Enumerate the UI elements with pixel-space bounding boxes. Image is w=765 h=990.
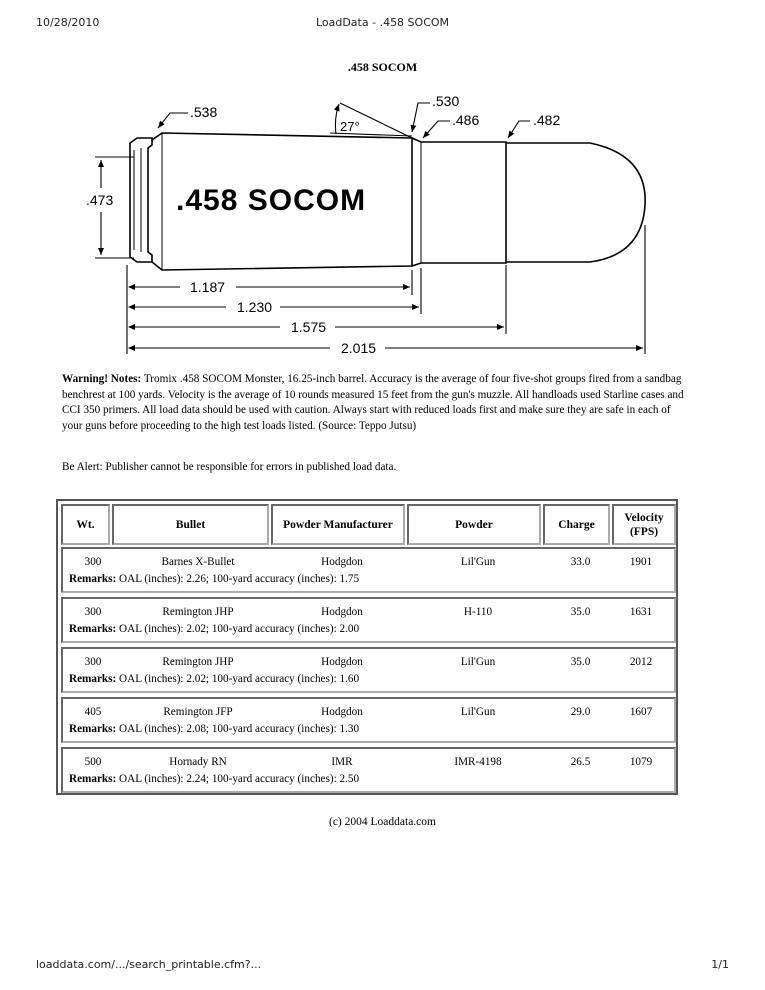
cell-velocity: 1079 bbox=[629, 756, 653, 768]
row-remarks bbox=[69, 673, 359, 685]
row-remarks bbox=[69, 623, 359, 635]
remarks-label: Remarks: bbox=[69, 773, 117, 785]
load-data-table bbox=[56, 499, 678, 795]
cell-powder: Lil'Gun bbox=[460, 656, 496, 668]
cell-velocity: 1901 bbox=[629, 556, 653, 568]
remarks-text: OAL (inches): 2.02; 100-yard accuracy (inches): 2.00 bbox=[119, 623, 360, 635]
warning-text: Tromix .458 SOCOM Monster, 16.25-inch barrel. Accuracy is the average of four five-shot groups fired from a sandbag benchrest at 100 yards. Velocity is the average of 10 rounds measured 15 feet from the gun's muzzle. All handloads used Starline cases and CCI 350 primers. All load data should be used with caution. Always start with reduced loads first and make sure they are safe in each of your guns before proceeding to the high test loads listed. (Source: Teppo Jutsu) bbox=[62, 373, 684, 432]
remarks-text: OAL (inches): 2.02; 100-yard accuracy (inches): 1.60 bbox=[119, 673, 360, 685]
copyright: (c) 2004 Loaddata.com bbox=[329, 816, 436, 828]
angle-label: 27° bbox=[340, 119, 360, 134]
cell-velocity: 2012 bbox=[629, 656, 653, 668]
cell-charge: 35.0 bbox=[570, 656, 591, 668]
table-row bbox=[61, 647, 676, 693]
remarks-text: OAL (inches): 2.24; 100-yard accuracy (inches): 2.50 bbox=[119, 773, 360, 785]
warning-notes bbox=[62, 372, 684, 434]
cell-powder: Lil'Gun bbox=[460, 556, 496, 568]
cell-powder: H-110 bbox=[463, 606, 493, 618]
row-remarks bbox=[69, 723, 359, 735]
header-wt: Wt. bbox=[61, 504, 110, 545]
cell-wt: 300 bbox=[84, 606, 102, 618]
dim-shoulder: .530 bbox=[432, 93, 460, 109]
dim-length-4: 2.015 bbox=[341, 340, 377, 356]
cell-bullet: Remington JHP bbox=[162, 656, 234, 668]
footer-url: loaddata.com/.../search_printable.cfm?... bbox=[36, 958, 262, 971]
cell-bullet: Hornady RN bbox=[169, 756, 227, 768]
header-velocity-line1: Velocity bbox=[624, 511, 664, 524]
remarks-text: OAL (inches): 2.26; 100-yard accuracy (inches): 1.75 bbox=[119, 573, 360, 585]
cell-manufacturer: Hodgdon bbox=[321, 706, 363, 718]
header-velocity-line2: (FPS) bbox=[629, 525, 659, 538]
cell-bullet: Remington JFP bbox=[163, 706, 233, 718]
print-title: LoadData - .458 SOCOM bbox=[315, 16, 450, 29]
remarks-label: Remarks: bbox=[69, 673, 117, 685]
header-bullet: Bullet bbox=[112, 504, 269, 545]
header-powder: Powder bbox=[407, 504, 541, 545]
cell-bullet: Remington JHP bbox=[162, 606, 234, 618]
cell-wt: 300 bbox=[84, 656, 102, 668]
warning-label: Warning! Notes: bbox=[62, 373, 142, 385]
cell-charge: 29.0 bbox=[570, 706, 591, 718]
remarks-label: Remarks: bbox=[69, 573, 117, 585]
cell-wt: 405 bbox=[84, 706, 102, 718]
cell-manufacturer: Hodgdon bbox=[321, 606, 363, 618]
cell-manufacturer: IMR bbox=[331, 756, 353, 768]
cell-powder: Lil'Gun bbox=[460, 706, 496, 718]
cell-velocity: 1607 bbox=[629, 706, 653, 718]
table-row bbox=[61, 747, 676, 793]
dim-base: .473 bbox=[86, 192, 114, 208]
dim-bullet: .482 bbox=[533, 112, 561, 128]
publisher-alert: Be Alert: Publisher cannot be responsible for errors in published load data. bbox=[62, 461, 397, 473]
remarks-text: OAL (inches): 2.08; 100-yard accuracy (inches): 1.30 bbox=[119, 723, 360, 735]
cell-velocity: 1631 bbox=[629, 606, 653, 618]
dim-neck: .486 bbox=[452, 112, 480, 128]
remarks-label: Remarks: bbox=[69, 723, 117, 735]
cell-manufacturer: Hodgdon bbox=[321, 556, 363, 568]
header-powder-manufacturer: Powder Manufacturer bbox=[271, 504, 405, 545]
row-remarks bbox=[69, 573, 359, 585]
cell-charge: 26.5 bbox=[570, 756, 591, 768]
header-charge: Charge bbox=[543, 504, 610, 545]
remarks-label: Remarks: bbox=[69, 623, 117, 635]
cell-bullet: Barnes X-Bullet bbox=[161, 556, 235, 568]
row-remarks bbox=[69, 773, 359, 785]
cartridge-diagram bbox=[0, 85, 765, 365]
dim-length-1: 1.187 bbox=[190, 279, 226, 295]
cell-wt: 300 bbox=[84, 556, 102, 568]
header-velocity bbox=[612, 504, 676, 545]
table-row bbox=[61, 597, 676, 643]
table-row bbox=[61, 547, 676, 593]
print-date: 10/28/2010 bbox=[36, 16, 100, 29]
cell-wt: 500 bbox=[84, 756, 102, 768]
dim-length-3: 1.575 bbox=[291, 319, 327, 335]
cell-charge: 33.0 bbox=[570, 556, 591, 568]
cell-manufacturer: Hodgdon bbox=[321, 656, 363, 668]
case-label: .458 SOCOM bbox=[176, 184, 367, 217]
cell-powder: IMR-4198 bbox=[454, 756, 502, 768]
dim-rim: .538 bbox=[190, 104, 218, 120]
table-row bbox=[61, 697, 676, 743]
cell-charge: 35.0 bbox=[570, 606, 591, 618]
page-title: .458 SOCOM bbox=[347, 60, 418, 74]
footer-page-number: 1/1 bbox=[711, 958, 729, 971]
dim-length-2: 1.230 bbox=[237, 299, 273, 315]
